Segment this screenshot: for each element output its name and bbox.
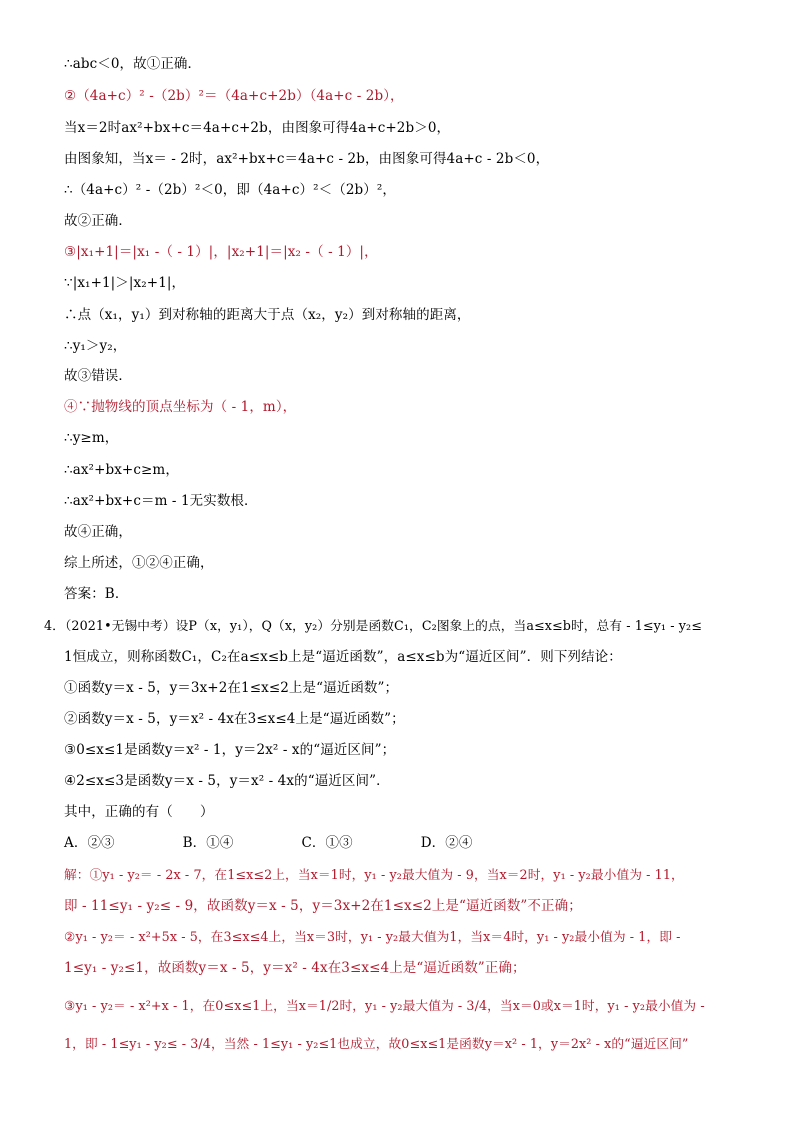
question-line: 1恒成立，则称函数C₁，C₂在a≤x≤b上是“逼近函数”，a≤x≤b为“逼近区间”．则下列结论： bbox=[64, 649, 622, 665]
text-line: ④∵抛物线的顶点坐标为（ - 1，m）， bbox=[64, 399, 297, 415]
question-line: ④2≤x≤3是函数y＝x - 5，y＝x² - 4x的“逼近区间”． bbox=[64, 773, 390, 789]
question-line: 其中，正确的有（ ） bbox=[64, 804, 214, 820]
text-line: ∴ax²+bx+c≥m， bbox=[64, 462, 179, 478]
text-line: 当x＝2时ax²+bx+c＝4a+c+2b，由图象可得4a+c+2b＞0， bbox=[64, 120, 451, 136]
text-line: 综上所述，①②④正确， bbox=[64, 555, 214, 571]
text-line: 故③错误． bbox=[64, 368, 132, 384]
solution-line: 即 - 11≤y₁ - y₂≤ - 9，故函数y＝x - 5，y＝3x+2在1≤x≤2上是“逼近函数”不正确； bbox=[64, 898, 582, 914]
text-line: 故④正确， bbox=[64, 524, 132, 540]
question-line: ③0≤x≤1是函数y＝x² - 1，y＝2x² - x的“逼近区间”； bbox=[64, 742, 396, 758]
text-line: ∵|x₁+1|＞|x₂+1|， bbox=[64, 275, 186, 291]
solution-line: 解：①y₁ - y₂＝ - 2x - 7，在1≤x≤2上，当x＝1时，y₁ - y₂最大值为 - 9，当x＝2时，y₁ - y₂最小值为 - 11， bbox=[64, 867, 684, 882]
text-line: ∴（4a+c）² -（2b）²＜0，即（4a+c）²＜（2b）²， bbox=[64, 182, 396, 198]
text-line: ∴点（x₁，y₁）到对称轴的距离大于点（x₂，y₂）到对称轴的距离， bbox=[64, 307, 471, 323]
text-line: 故②正确． bbox=[64, 213, 132, 229]
answer-options: A．②③ B．①④ C．①③ D．②④ bbox=[64, 835, 473, 851]
text-line: ∴abc＜0，故①正确． bbox=[64, 56, 202, 72]
question-line: ②函数y＝x - 5，y＝x² - 4x在3≤x≤4上是“逼近函数”； bbox=[64, 711, 405, 727]
solution-line: 1≤y₁ - y₂≤1，故函数y＝x - 5，y＝x² - 4x在3≤x≤4上是“逼近函数”正确； bbox=[64, 960, 526, 976]
solution-line: 1，即 - 1≤y₁ - y₂≤ - 3/4，当然 - 1≤y₁ - y₂≤1也成立，故0≤x≤1是函数y＝x² - 1，y＝2x² - x的“逼近区间” bbox=[64, 1036, 689, 1051]
question-line: 4．（2021•无锡中考）设P（x，y₁），Q（x，y₂）分别是函数C₁，C₂图象上的点，当a≤x≤b时，总有 - 1≤y₁ - y₂≤ bbox=[44, 618, 702, 633]
text-line: 由图象知，当x＝ - 2时，ax²+bx+c＝4a+c - 2b，由图象可得4a+c - 2b＜0， bbox=[64, 151, 550, 167]
text-line: ∴y₁＞y₂， bbox=[64, 338, 127, 354]
text-line: 答案：B． bbox=[64, 586, 129, 602]
text-line: ③|x₁+1|＝|x₁ -（ - 1）|，|x₂+1|＝|x₂ -（ - 1）|， bbox=[64, 244, 378, 260]
solution-line: ③y₁ - y₂＝ - x²+x - 1，在0≤x≤1上，当x＝1/2时，y₁ - y₂最大值为 - 3/4，当x＝0或x＝1时，y₁ - y₂最小值为 - bbox=[64, 998, 705, 1013]
text-line: ∴ax²+bx+c＝m - 1无实数根． bbox=[64, 493, 258, 509]
question-line: ①函数y＝x - 5，y＝3x+2在1≤x≤2上是“逼近函数”； bbox=[64, 680, 399, 696]
text-line: ∴y≥m， bbox=[64, 430, 119, 446]
text-line: ②（4a+c）² -（2b）²＝（4a+c+2b）（4a+c - 2b）， bbox=[64, 88, 404, 104]
solution-line: ②y₁ - y₂＝ - x²+5x - 5，在3≤x≤4上，当x＝3时，y₁ - y₂最大值为1，当x＝4时，y₁ - y₂最小值为 - 1，即 - bbox=[64, 929, 681, 944]
